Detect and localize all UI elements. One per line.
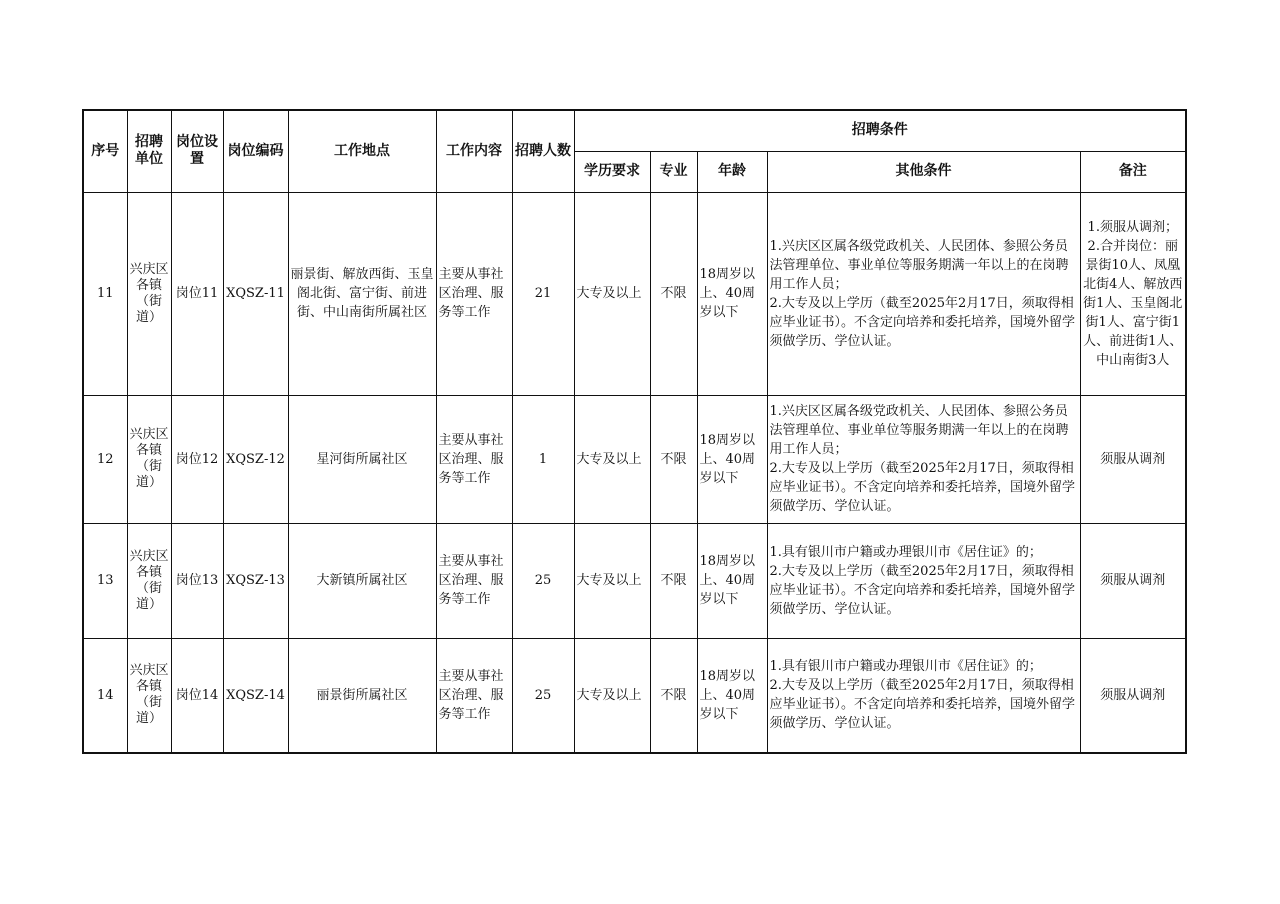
header-education: 学历要求 — [574, 151, 650, 192]
cell-location: 大新镇所属社区 — [288, 523, 436, 638]
cell-education: 大专及以上 — [574, 638, 650, 753]
table-row — [83, 395, 1186, 523]
cell-content: 主要从事社区治理、服务等工作 — [436, 523, 512, 638]
cell-count: 21 — [512, 192, 574, 395]
table-row — [83, 638, 1186, 753]
cell-count: 1 — [512, 395, 574, 523]
cell-other: 1.具有银川市户籍或办理银川市《居住证》的； 2.大专及以上学历（截至2025年2月17日，须取得相应毕业证书）。不含定向培养和委托培养，国境外留学须做学历、学位认证。 — [767, 523, 1080, 638]
cell-unit: 兴庆区各镇（街道） — [127, 638, 171, 753]
cell-seq: 13 — [83, 523, 127, 638]
header-unit: 招聘单位 — [127, 110, 171, 192]
cell-content: 主要从事社区治理、服务等工作 — [436, 395, 512, 523]
cell-location: 星河街所属社区 — [288, 395, 436, 523]
cell-code: XQSZ-13 — [223, 523, 288, 638]
header-major: 专业 — [650, 151, 697, 192]
cell-code: XQSZ-12 — [223, 395, 288, 523]
cell-unit: 兴庆区各镇（街道） — [127, 192, 171, 395]
cell-other: 1.兴庆区区属各级党政机关、人民团体、参照公务员法管理单位、事业单位等服务期满一年以上的在岗聘用工作人员； 2.大专及以上学历（截至2025年2月17日，须取得相应毕业证书）。不含定向培养和委托培养，国境外留学须做学历、学位认证。 — [767, 192, 1080, 395]
cell-major: 不限 — [650, 192, 697, 395]
cell-code: XQSZ-11 — [223, 192, 288, 395]
cell-position: 岗位14 — [171, 638, 223, 753]
recruitment-table — [82, 109, 1187, 754]
cell-major: 不限 — [650, 395, 697, 523]
cell-content: 主要从事社区治理、服务等工作 — [436, 638, 512, 753]
cell-seq: 11 — [83, 192, 127, 395]
cell-age: 18周岁以上、40周岁以下 — [697, 192, 767, 395]
cell-code: XQSZ-14 — [223, 638, 288, 753]
header-other: 其他条件 — [767, 151, 1080, 192]
header-age: 年龄 — [697, 151, 767, 192]
cell-seq: 14 — [83, 638, 127, 753]
header-content: 工作内容 — [436, 110, 512, 192]
table-row — [83, 192, 1186, 395]
cell-location: 丽景街、解放西街、玉皇阁北街、富宁街、前进街、中山南街所属社区 — [288, 192, 436, 395]
cell-unit: 兴庆区各镇（街道） — [127, 395, 171, 523]
cell-other: 1.具有银川市户籍或办理银川市《居住证》的； 2.大专及以上学历（截至2025年2月17日，须取得相应毕业证书）。不含定向培养和委托培养，国境外留学须做学历、学位认证。 — [767, 638, 1080, 753]
cell-education: 大专及以上 — [574, 395, 650, 523]
cell-position: 岗位13 — [171, 523, 223, 638]
cell-seq: 12 — [83, 395, 127, 523]
table-row — [83, 523, 1186, 638]
cell-remarks: 1.须服从调剂；2.合并岗位：丽景街10人、凤凰北街4人、解放西街1人、玉皇阁北街1人、富宁街1人、前进街1人、中山南街3人 — [1080, 192, 1186, 395]
cell-age: 18周岁以上、40周岁以下 — [697, 395, 767, 523]
cell-major: 不限 — [650, 523, 697, 638]
cell-location: 丽景街所属社区 — [288, 638, 436, 753]
cell-remarks: 须服从调剂 — [1080, 523, 1186, 638]
header-remarks: 备注 — [1080, 151, 1186, 192]
cell-education: 大专及以上 — [574, 192, 650, 395]
cell-position: 岗位12 — [171, 395, 223, 523]
cell-unit: 兴庆区各镇（街道） — [127, 523, 171, 638]
cell-position: 岗位11 — [171, 192, 223, 395]
header-seq: 序号 — [83, 110, 127, 192]
header-conditions: 招聘条件 — [574, 110, 1186, 151]
cell-age: 18周岁以上、40周岁以下 — [697, 638, 767, 753]
cell-age: 18周岁以上、40周岁以下 — [697, 523, 767, 638]
cell-remarks: 须服从调剂 — [1080, 638, 1186, 753]
cell-education: 大专及以上 — [574, 523, 650, 638]
cell-count: 25 — [512, 638, 574, 753]
cell-content: 主要从事社区治理、服务等工作 — [436, 192, 512, 395]
header-row-1 — [83, 110, 1186, 151]
header-position: 岗位设置 — [171, 110, 223, 192]
header-location: 工作地点 — [288, 110, 436, 192]
header-code: 岗位编码 — [223, 110, 288, 192]
cell-count: 25 — [512, 523, 574, 638]
cell-other: 1.兴庆区区属各级党政机关、人民团体、参照公务员法管理单位、事业单位等服务期满一年以上的在岗聘用工作人员； 2.大专及以上学历（截至2025年2月17日，须取得相应毕业证书）。不含定向培养和委托培养，国境外留学须做学历、学位认证。 — [767, 395, 1080, 523]
cell-remarks: 须服从调剂 — [1080, 395, 1186, 523]
header-count: 招聘人数 — [512, 110, 574, 192]
cell-major: 不限 — [650, 638, 697, 753]
